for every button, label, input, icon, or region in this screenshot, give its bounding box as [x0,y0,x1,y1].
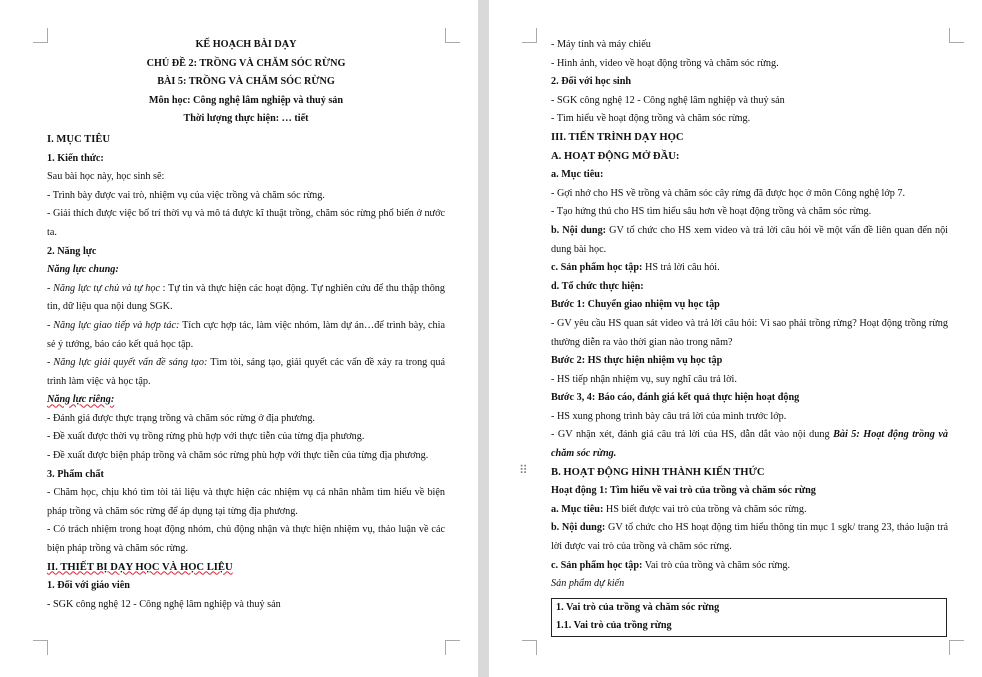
paragraph: - Giải thích được việc bố trí thời vụ và mô tả được kĩ thuật trồng, chăm sóc rừng phổ biến ở nước ta. [47,208,445,238]
paragraph [551,501,948,520]
expected-product: Sản phẩm dự kiến [551,578,625,590]
activity-1-title: Hoạt động 1: Tìm hiểu về vai trò của trồng và chăm sóc rừng [551,485,816,497]
paragraph: - Đề xuất được biện pháp trồng và chăm sóc rừng phù hợp với thực tiễn của từng địa phương. [47,450,429,462]
text: : Tự tin và thực hiện các hoạt động. Tự nghiên cứu để thu thập thông tin, dữ liệu qua nội dung SGK. [47,282,445,313]
paragraph [47,354,445,391]
step-2: Bước 2: HS thực hiện nhiệm vụ học tập [551,355,723,367]
text: Tích cực hợp tác, làm việc nhóm, làm dự án…để trình bày, chia sẻ ý tưởng, báo cáo kết quả học tập. [47,319,446,350]
text: Tìm tòi, sáng tạo, giải quyết các vấn đề xảy ra trong quá trình làm việc và học tập. [47,357,445,387]
subheading-specific: Năng lực riêng: [47,394,115,406]
drag-handle-icon[interactable]: ⠿ [519,463,528,477]
label: - Năng lực tự chủ và tự học [47,282,160,294]
lesson-ref: Bài 5: Hoạt động trồng và chăm sóc rừng. [551,429,948,460]
paragraph [47,317,445,354]
paragraph: - Hình ảnh, video về hoạt động trồng và chăm sóc rừng. [551,57,779,69]
paragraph: - Chăm học, chịu khó tìm tòi tài liệu và thực hiện các nhiệm vụ cá nhân nhằm tìm hiểu về biện pháp trồng và chăm sóc rừng để áp dụng tại từng địa phương. [47,487,445,517]
page-text[interactable] [551,36,948,637]
label-goal: a. Mục tiêu: [551,169,604,181]
doc-topic: CHỦ ĐỀ 2: TRỒNG VÀ CHĂM SÓC RỪNG [146,57,346,69]
paragraph: - HS tiếp nhận nhiệm vụ, suy nghĩ câu trả lời. [551,373,737,385]
text: - GV nhận xét, đánh giá câu trả lời của HS, dẫn dắt vào nội dung [551,429,834,441]
crop-mark [522,640,537,655]
page-text[interactable] [47,36,445,614]
paragraph: - Có trách nhiệm trong hoạt động nhóm, chủ động nhận và thực hiện nhiệm vụ, thảo luận về các biện pháp trồng và chăm sóc rừng. [47,524,445,555]
doc-duration: Thời lượng thực hiện: … tiết [183,113,309,125]
paragraph: - Máy tính và máy chiếu [551,39,651,50]
text: GV tổ chức cho HS xem video và trả lời câu hỏi về một vấn đề liên quan đến nội dung bài học. [551,224,948,255]
doc-title: KẾ HOẠCH BÀI DẠY [195,39,297,50]
paragraph [551,259,948,278]
heading-equipment: II. THIẾT BỊ DẠY HỌC VÀ HỌC LIỆU [47,561,233,573]
paragraph [551,519,948,556]
heading-competence: 2. Năng lực [47,245,97,257]
paragraph: - GV yêu cầu HS quan sát video và trả lời câu hỏi: Vì sao phải trồng rừng? Hoạt động trồng rừng thường diễn ra vào thời gian nào trong năm? [551,317,948,348]
text: Vai trò của trồng và chăm sóc rừng. [642,559,791,571]
step-3-4: Bước 3, 4: Báo cáo, đánh giá kết quả thực hiện hoạt động [551,392,800,404]
label-organize: d. Tổ chức thực hiện: [551,280,644,292]
heading-student: 2. Đối với học sinh [551,76,632,88]
table-row: 1. Vai trò của trồng và chăm sóc rừng [556,601,720,613]
subheading-general: Năng lực chung: [47,264,119,276]
paragraph: - Đánh giá được thực trạng trồng và chăm sóc rừng ở địa phương. [47,412,315,424]
doc-lesson: BÀI 5: TRỒNG VÀ CHĂM SÓC RỪNG [157,76,335,88]
paragraph [47,280,445,317]
text: HS biết được vai trò của trồng và chăm sóc rừng. [603,503,807,515]
label: b. Nội dung: [551,224,607,236]
heading-activity-b: B. HOẠT ĐỘNG HÌNH THÀNH KIẾN THỨC [551,466,765,478]
crop-mark [522,28,537,43]
label: - Năng lực giải quyết vấn đề sáng tạo: [47,357,208,369]
text: HS trả lời câu hỏi. [642,262,720,274]
paragraph: - Tạo hứng thú cho HS tìm hiểu sâu hơn về hoạt động trồng và chăm sóc rừng. [551,206,872,218]
paragraph: - SGK công nghệ 12 - Công nghệ lâm nghiệp và thuỷ sản [551,94,785,106]
paragraph: - SGK công nghệ 12 - Công nghệ lâm nghiệp và thuỷ sản [47,598,281,610]
heading-procedure: III. TIẾN TRÌNH DẠY HỌC [551,131,684,143]
heading-knowledge: 1. Kiến thức: [47,152,104,164]
crop-mark [949,640,964,655]
paragraph [551,222,948,259]
crop-mark [33,640,48,655]
paragraph: - Tìm hiểu về hoạt động trồng và chăm sóc rừng. [551,113,751,125]
crop-mark [445,28,460,43]
heading-activity-a: A. HOẠT ĐỘNG MỞ ĐẦU: [551,150,680,162]
label: b. Nội dung: [551,522,606,534]
crop-mark [949,28,964,43]
paragraph: - Gợi nhớ cho HS về trồng và chăm sóc cây rừng đã được học ở môn Công nghệ lớp 7. [551,187,906,199]
paragraph: - HS xung phong trình bày câu trả lời của mình trước lớp. [551,410,787,422]
paragraph: Sau bài học này, học sinh sẽ: [47,171,165,183]
crop-mark [33,28,48,43]
text: GV tổ chức cho HS hoạt động tìm hiểu thông tin mục 1 sgk/ trang 23, thảo luận trả lời được vai trò của trồng và chăm sóc rừng. [551,522,949,553]
heading-teacher: 1. Đối với giáo viên [47,580,130,592]
label: c. Sản phẩm học tập: [551,559,643,571]
doc-subject: Môn học: Công nghệ lâm nghiệp và thuỷ sản [148,94,344,106]
paragraph: - Trình bày được vai trò, nhiệm vụ của việc trồng và chăm sóc rừng. [47,189,325,201]
document-page-right [489,0,982,677]
label: - Năng lực giao tiếp và hợp tác: [47,319,180,331]
document-page-left [0,0,478,677]
product-table[interactable] [551,598,947,637]
label: c. Sản phẩm học tập: [551,262,643,274]
paragraph [551,426,948,463]
crop-mark [445,640,460,655]
paragraph: - Đề xuất được thời vụ trồng rừng phù hợp với thực tiễn của từng địa phương. [47,431,365,443]
label: a. Mục tiêu: [551,503,604,515]
table-row: 1.1. Vai trò của trồng rừng [556,620,672,632]
heading-objectives: I. MỤC TIÊU [47,133,111,145]
heading-qualities: 3. Phẩm chất [47,468,104,480]
page-gap [478,0,489,677]
step-1: Bước 1: Chuyển giao nhiệm vụ học tập [551,299,720,311]
paragraph [551,557,948,576]
